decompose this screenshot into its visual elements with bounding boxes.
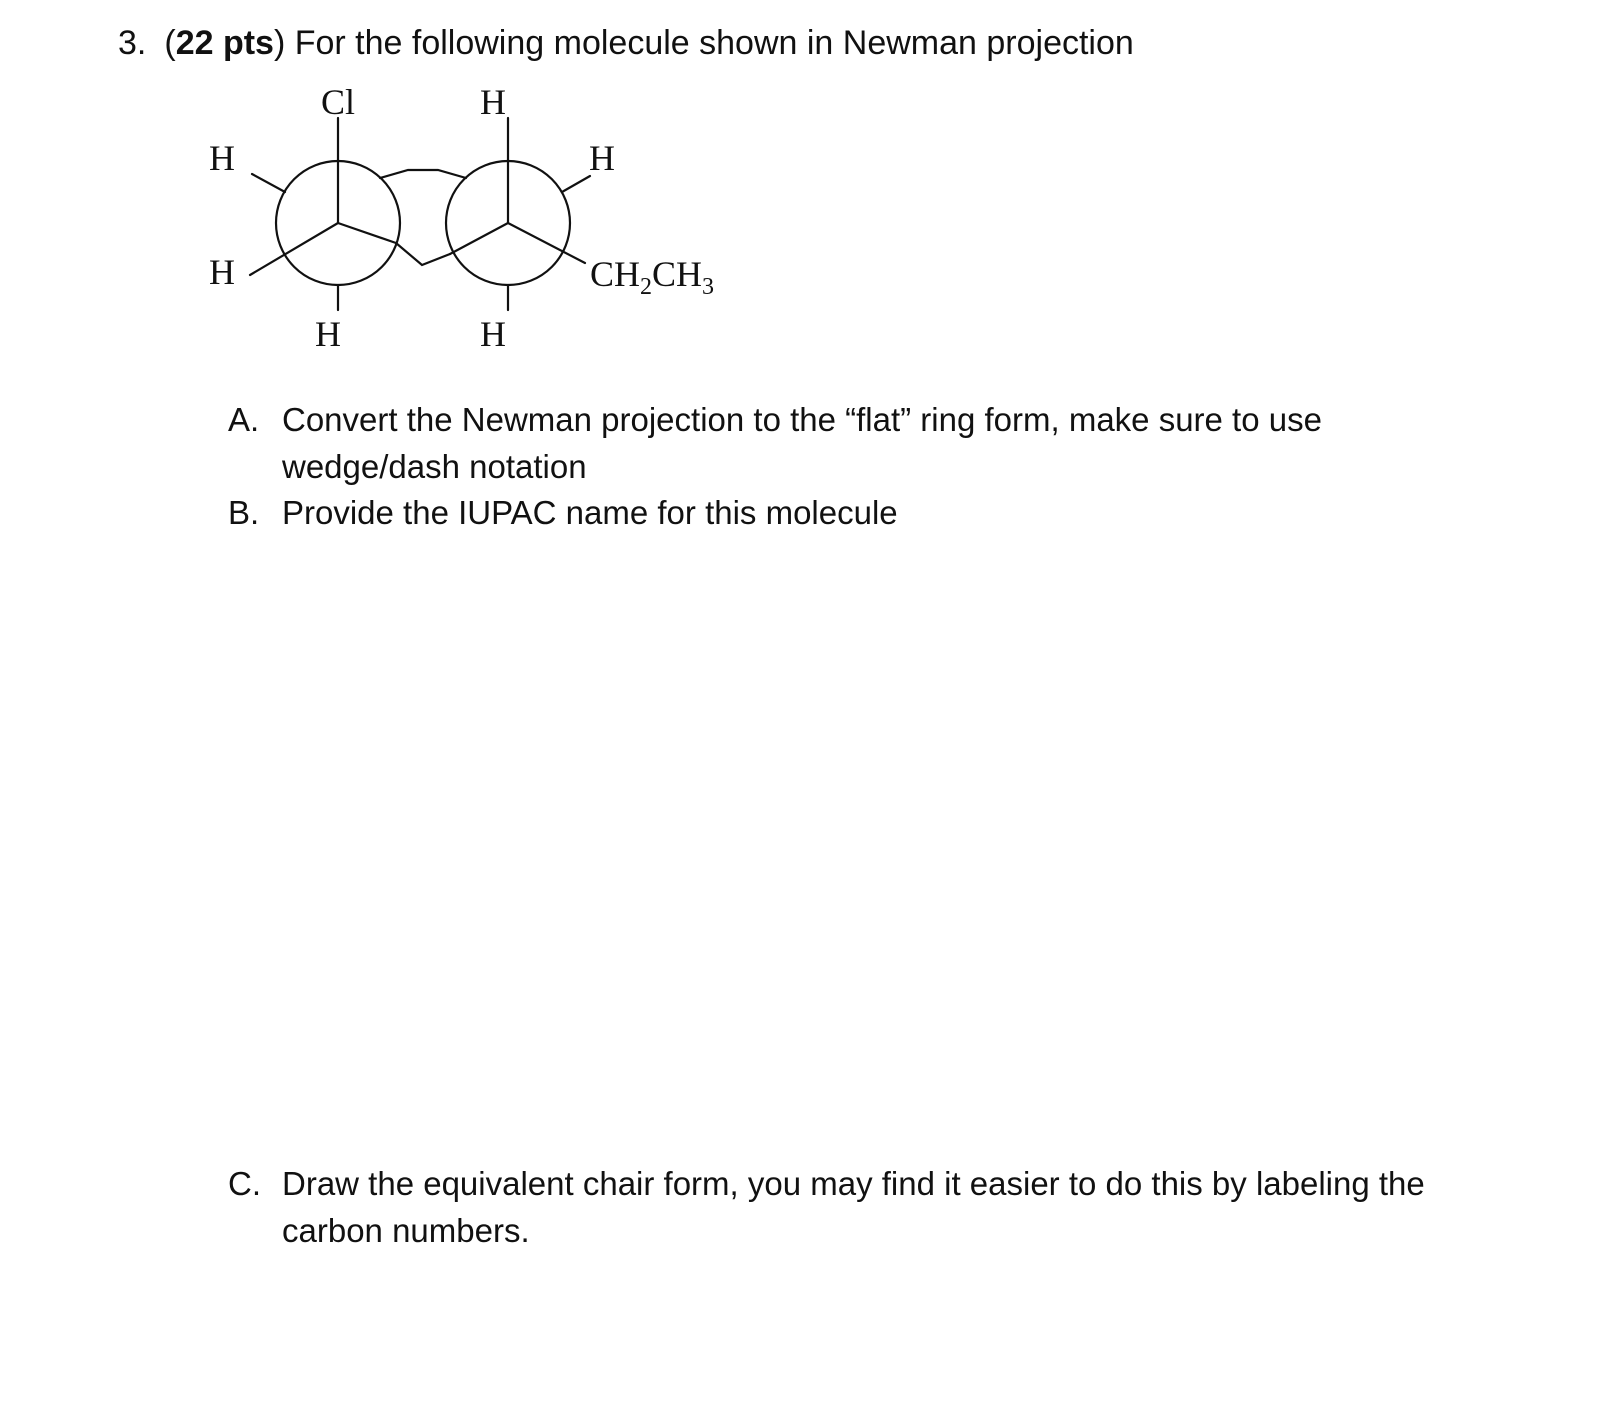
left-front-bond-down-right [338,223,396,243]
right-back-bond-upper-right [562,176,590,192]
part-c-text: Draw the equivalent chair form, you may find it easier to do this by labeling the carbon numbers. [282,1165,1425,1249]
label-ethyl-group [590,254,714,300]
label-cl-top: Cl [320,82,356,122]
question-number: 3. [118,24,147,62]
part-c [228,1160,1468,1254]
points-open: ( [164,24,176,62]
label-h-right-upper: H [589,138,615,178]
right-front-bond-down-right [508,223,585,263]
part-a-text: Convert the Newman projection to the “flat” ring form, make sure to use wedge/dash notation [282,401,1322,485]
points-close: ) [273,24,286,62]
newman-projection-figure [190,80,750,370]
left-back-bond-upper-left [252,174,285,192]
right-front-bond-down-left [450,223,508,254]
label-h-bottom-right: H [480,314,506,354]
part-a [228,396,1468,490]
question-header [118,22,1134,64]
part-b-text: Provide the IUPAC name for this molecule [282,494,898,531]
part-c-letter: C. [228,1165,261,1202]
question-points: 22 pts [175,24,274,62]
ring-bridge-lower [396,243,450,265]
part-b [228,489,1468,536]
label-h-bottom-left: H [315,314,341,354]
question-prompt: For the following molecule shown in Newman projection [285,24,1134,62]
ring-bridge-upper [380,170,466,178]
part-a-letter: A. [228,401,260,438]
label-h-left-upper: H [209,138,235,178]
label-h-left-lower: H [209,252,235,292]
ethyl-ch-first: CH [590,254,641,294]
ethyl-subscript-3: 3 [702,274,715,300]
label-h-top-right: H [480,82,506,122]
part-b-letter: B. [228,494,260,531]
ethyl-subscript-2: 2 [640,274,653,300]
ethyl-ch-second: CH [652,254,703,294]
